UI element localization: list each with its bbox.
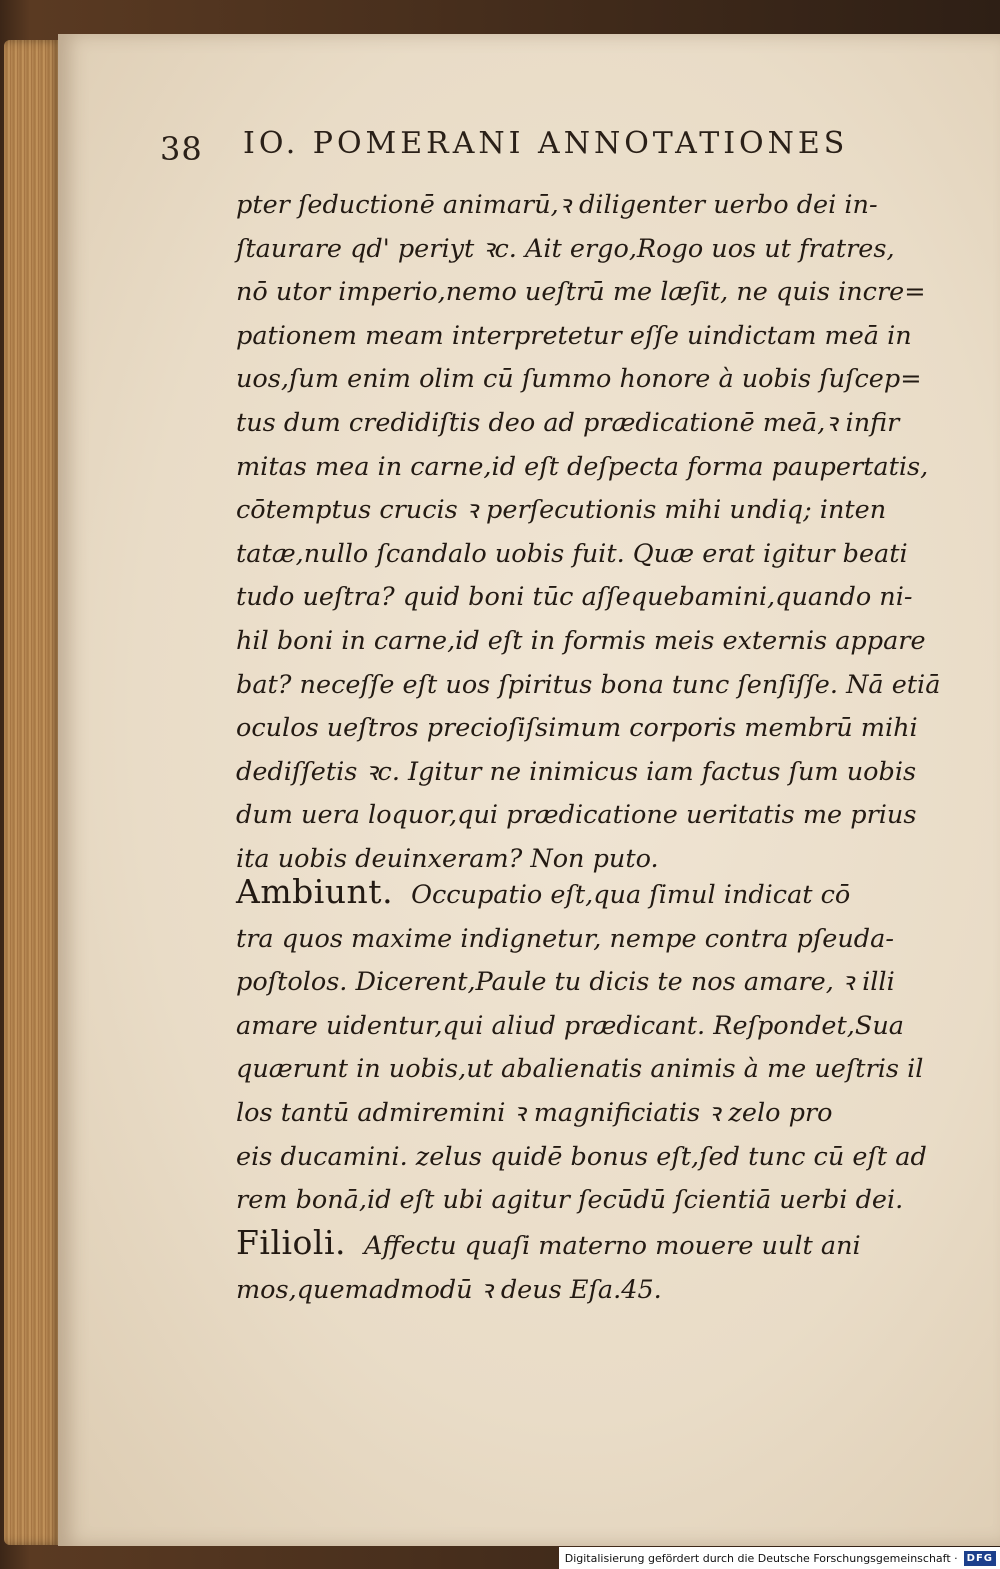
line-text: Occupatio eſt,qua ſimul indicat cō — [411, 880, 851, 910]
line-text: poſtolos. Dicerent,Paule tu dicis te nos amare, ꝛ illi — [236, 967, 895, 998]
text-line — [236, 184, 936, 228]
text-line — [236, 228, 936, 272]
line-text: amare uidentur,qui aliud prædicant. Reſpondet,Sua — [236, 1010, 904, 1041]
text-line — [236, 1179, 936, 1223]
text-line — [236, 358, 936, 402]
text-line — [236, 402, 936, 446]
line-text: ita uobis deuinxeram? Non puto. — [236, 843, 659, 874]
line-text: oculos ueſtros precioſiſsimum corporis membrū mihi — [236, 713, 918, 744]
line-text: Affectu quaſi materno mouere uult ani — [364, 1231, 861, 1261]
footer-credit: Digitalisierung gefördert durch die Deutsche Forschungsgemeinschaft · — [564, 1551, 958, 1565]
line-text: mitas mea in carne,id eſt deſpecta forma paupertatis, — [236, 451, 929, 482]
line-text: pationem meam interpretetur eſſe uindictam meā in — [236, 320, 912, 351]
line-text: tatæ,nullo ſcandalo uobis fuit. Quæ erat igitur beati — [236, 538, 908, 569]
line-text: tra quos maxime indignetur, nempe contra pſeuda- — [236, 923, 894, 954]
text-line — [236, 794, 936, 838]
line-text: uos,ſum enim olim cū ſummo honore à uobis ſuſcep= — [236, 364, 922, 395]
line-text: dediſſetis ꝛc. Igitur ne inimicus iam factus ſum uobis — [236, 756, 917, 787]
line-text: tus dum credidiſtis deo ad prædicationē meā,ꝛ infir — [236, 407, 900, 438]
text-line — [236, 664, 941, 708]
text-line — [236, 918, 936, 962]
paragraph-3 — [236, 1221, 936, 1312]
digitization-footer — [559, 1547, 1000, 1569]
paragraph-2 — [236, 870, 936, 1223]
text-line — [236, 576, 936, 620]
page-number: 38 — [160, 130, 203, 168]
text-line — [236, 446, 936, 490]
text-line — [236, 271, 936, 315]
text-line — [236, 961, 936, 1005]
text-line — [236, 1269, 936, 1313]
text-line — [236, 620, 936, 664]
text-line — [236, 707, 936, 751]
line-text: cōtemptus crucis ꝛ perſecutionis mihi undiq; inten — [236, 495, 887, 526]
line-text: pter ſeductionē animarū,ꝛ diligenter uerbo dei in- — [236, 190, 878, 220]
text-line — [236, 1048, 936, 1092]
line-text: tudo ueſtra? quid boni tūc aſſequebamini,quando ni- — [236, 582, 913, 613]
line-text: eis ducamini. zelus quidē bonus eſt,ſed tunc cū eſt ad — [236, 1141, 927, 1172]
text-line — [236, 1005, 936, 1049]
text-line — [236, 1221, 936, 1269]
line-text: bat? neceſſe eſt uos ſpiritus bona tunc ſenſiſſe. Nā etiā — [236, 669, 941, 700]
lemma-heading: Ambiunt. — [236, 872, 394, 911]
text-line — [236, 533, 936, 577]
book-fore-edge — [4, 40, 62, 1545]
line-text: mos,quemadmodū ꝛ deus Eſa.45. — [236, 1274, 662, 1305]
line-text: nō utor imperio,nemo ueſtrū me læſit, ne quis incre= — [236, 277, 926, 308]
running-head: IO. POMERANI ANNOTATIONES — [243, 126, 849, 161]
text-line — [236, 315, 936, 359]
text-line — [236, 1092, 936, 1136]
text-line — [236, 870, 936, 918]
lemma-heading: Filioli. — [236, 1223, 347, 1262]
paragraph-1 — [236, 184, 941, 882]
line-text: los tantū admiremini ꝛ magnificiatis ꝛ zelo pro — [236, 1097, 833, 1128]
line-text: quærunt in uobis,ut abalienatis animis à me ueſtris il — [236, 1054, 924, 1085]
line-text: dum uera loquor,qui prædicatione ueritatis me prius — [236, 800, 917, 831]
text-line — [236, 751, 936, 795]
line-text: rem bonā,id eſt ubi agitur ſecūdū ſcientiā uerbi dei. — [236, 1185, 904, 1216]
line-text: hil boni in carne,id eſt in formis meis externis appare — [236, 625, 926, 656]
text-line — [236, 489, 936, 533]
text-line — [236, 1136, 936, 1180]
line-text: ſtaurare qd' periyt ꝛc. Ait ergo,Rogo uos ut fratres, — [236, 233, 895, 264]
dfg-logo-icon: DFG — [964, 1551, 996, 1566]
